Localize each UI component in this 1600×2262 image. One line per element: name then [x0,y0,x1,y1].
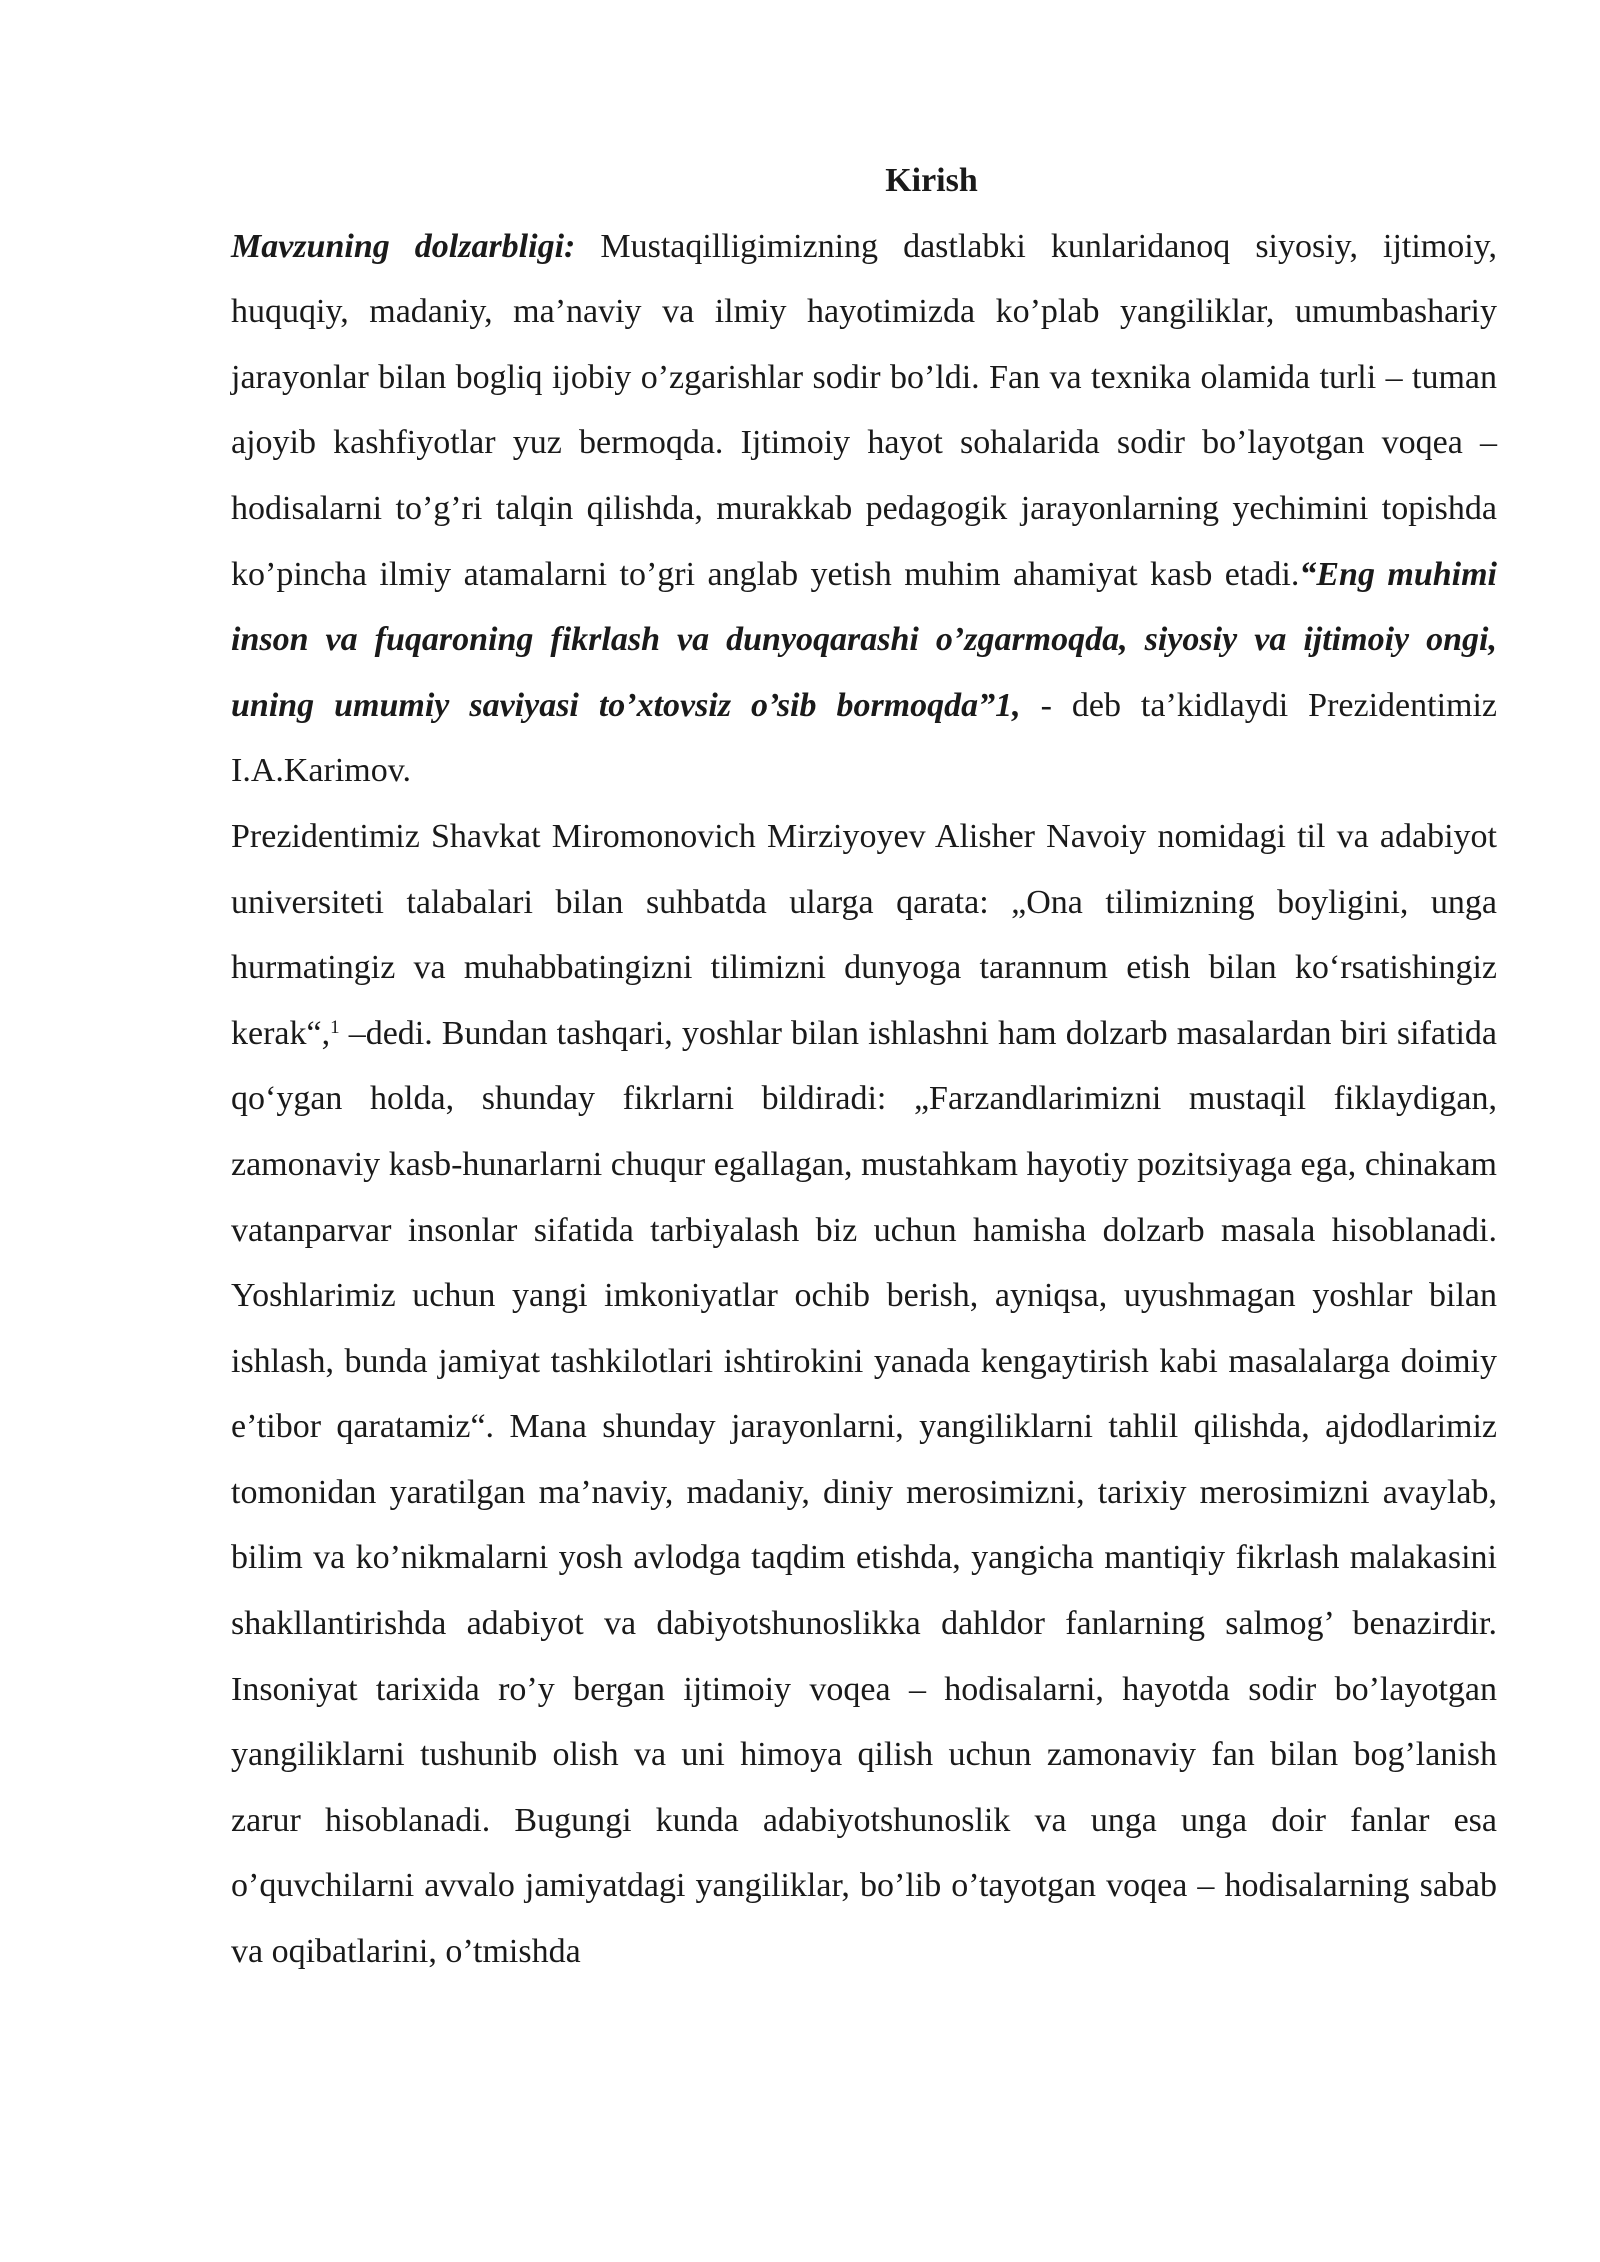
paragraph-mirziyoyev-tail: –dedi. Bundan tashqari, yoshlar bilan ishlashni ham dolzarb masalardan biri sifatida qo‘ygan holda, shunday fikrlarni bildiradi: „Farzandlarimizni mustaqil fiklaydigan, zamonaviy kasb-hunarlarni chuqur egallagan, mustahkam hayotiy pozitsiyaga ega, chinakam vatanparvar insonlar sifatida tarbiyalash biz uchun hamisha dolzarb masala hisoblanadi. Yoshlarimiz uchun yangi imkoniyatlar ochib berish, ayniqsa, uyushmagan yoshlar bilan ishlash, bunda jamiyat tashkilotlari ishtirokini yanada kengaytirish kabi masalalarga doimiy e’tibor qaratamiz“. Mana shunday jarayonlarni, yangiliklarni tahlil qilishda, ajdodlarimiz tomonidan yaratilgan ma’naviy, madaniy, diniy merosimizni, tarixiy merosimizni avaylab, bilim va ko’nikmalarni yosh avlodga taqdim etishda, yangicha mantiqiy fikrlash malakasini shakllantirishda adabiyot va dabiyotshunoslikka dahldor fanlarning salmog’ benazirdir. Insoniyat tarixida ro’y bergan ijtimoiy voqea – hodisalarni, hayotda sodir bo’layotgan yangiliklarni tushunib olish va uni himoya qilish uchun zamonaviy fan bilan bog’lanish zarur hisoblanadi. Bugungi kunda adabiyotshunoslik va unga unga doir fanlar esa o’quvchilarni avvalo jamiyatdagi yangiliklar, bo’lib o’tayotgan voqea – hodisalarning sabab va oqibatlarini, o’tmishda [231,1014,1497,1971]
footnote-marker[interactable]: 1 [330,1016,340,1038]
paragraph-relevance [231,214,1497,804]
karimov-quote: “Eng muhimi inson va fuqaroning fikrlash va dunyoqarashi o’zgarmoqda, siyosiy va ijtimoiy ongi, uning umumiy saviyasi to’xtovsiz o’sib bormoqda”1, [231,555,1497,724]
paragraph-mirziyoyev [231,804,1497,1985]
document-title: Kirish [885,162,978,199]
document-page [231,148,1497,1985]
relevance-lead: Mavzuning dolzarbligi: [231,227,576,265]
paragraph-relevance-tail: - deb ta’kidlaydi Prezidentimiz I.A.Karimov. [231,686,1498,790]
paragraph-relevance-text: Mustaqilligimizning dastlabki kunlaridanoq siyosiy, ijtimoiy, huquqiy, madaniy, ma’naviy va ilmiy hayotimizda ko’plab yangiliklar, umumbashariy jarayonlar bilan bogliq ijobiy o’zgarishlar sodir bo’ldi. Fan va texnika olamida turli – tuman ajoyib kashfiyotlar yuz bermoqda. Ijtimoiy hayot sohalarida sodir bo’layotgan voqea – hodisalarni to’g’ri talqin qilishda, murakkab pedagogik jarayonlarning yechimini topishda ko’pincha ilmiy atamalarni to’gri anglab yetish muhim ahamiyat kasb etadi. [231,227,1497,593]
paragraph-mirziyoyev-text: Prezidentimiz Shavkat Miromonovich Mirziyoyev Alisher Navoiy nomidagi til va adabiyot universiteti talabalari bilan suhbatda ularga qarata: „Ona tilimizning boyligini, unga hurmatingiz va muhabbatingizni tilimizni dunyoga tarannum etish bilan ko‘rsatishingiz kerak“, [231,817,1497,1052]
